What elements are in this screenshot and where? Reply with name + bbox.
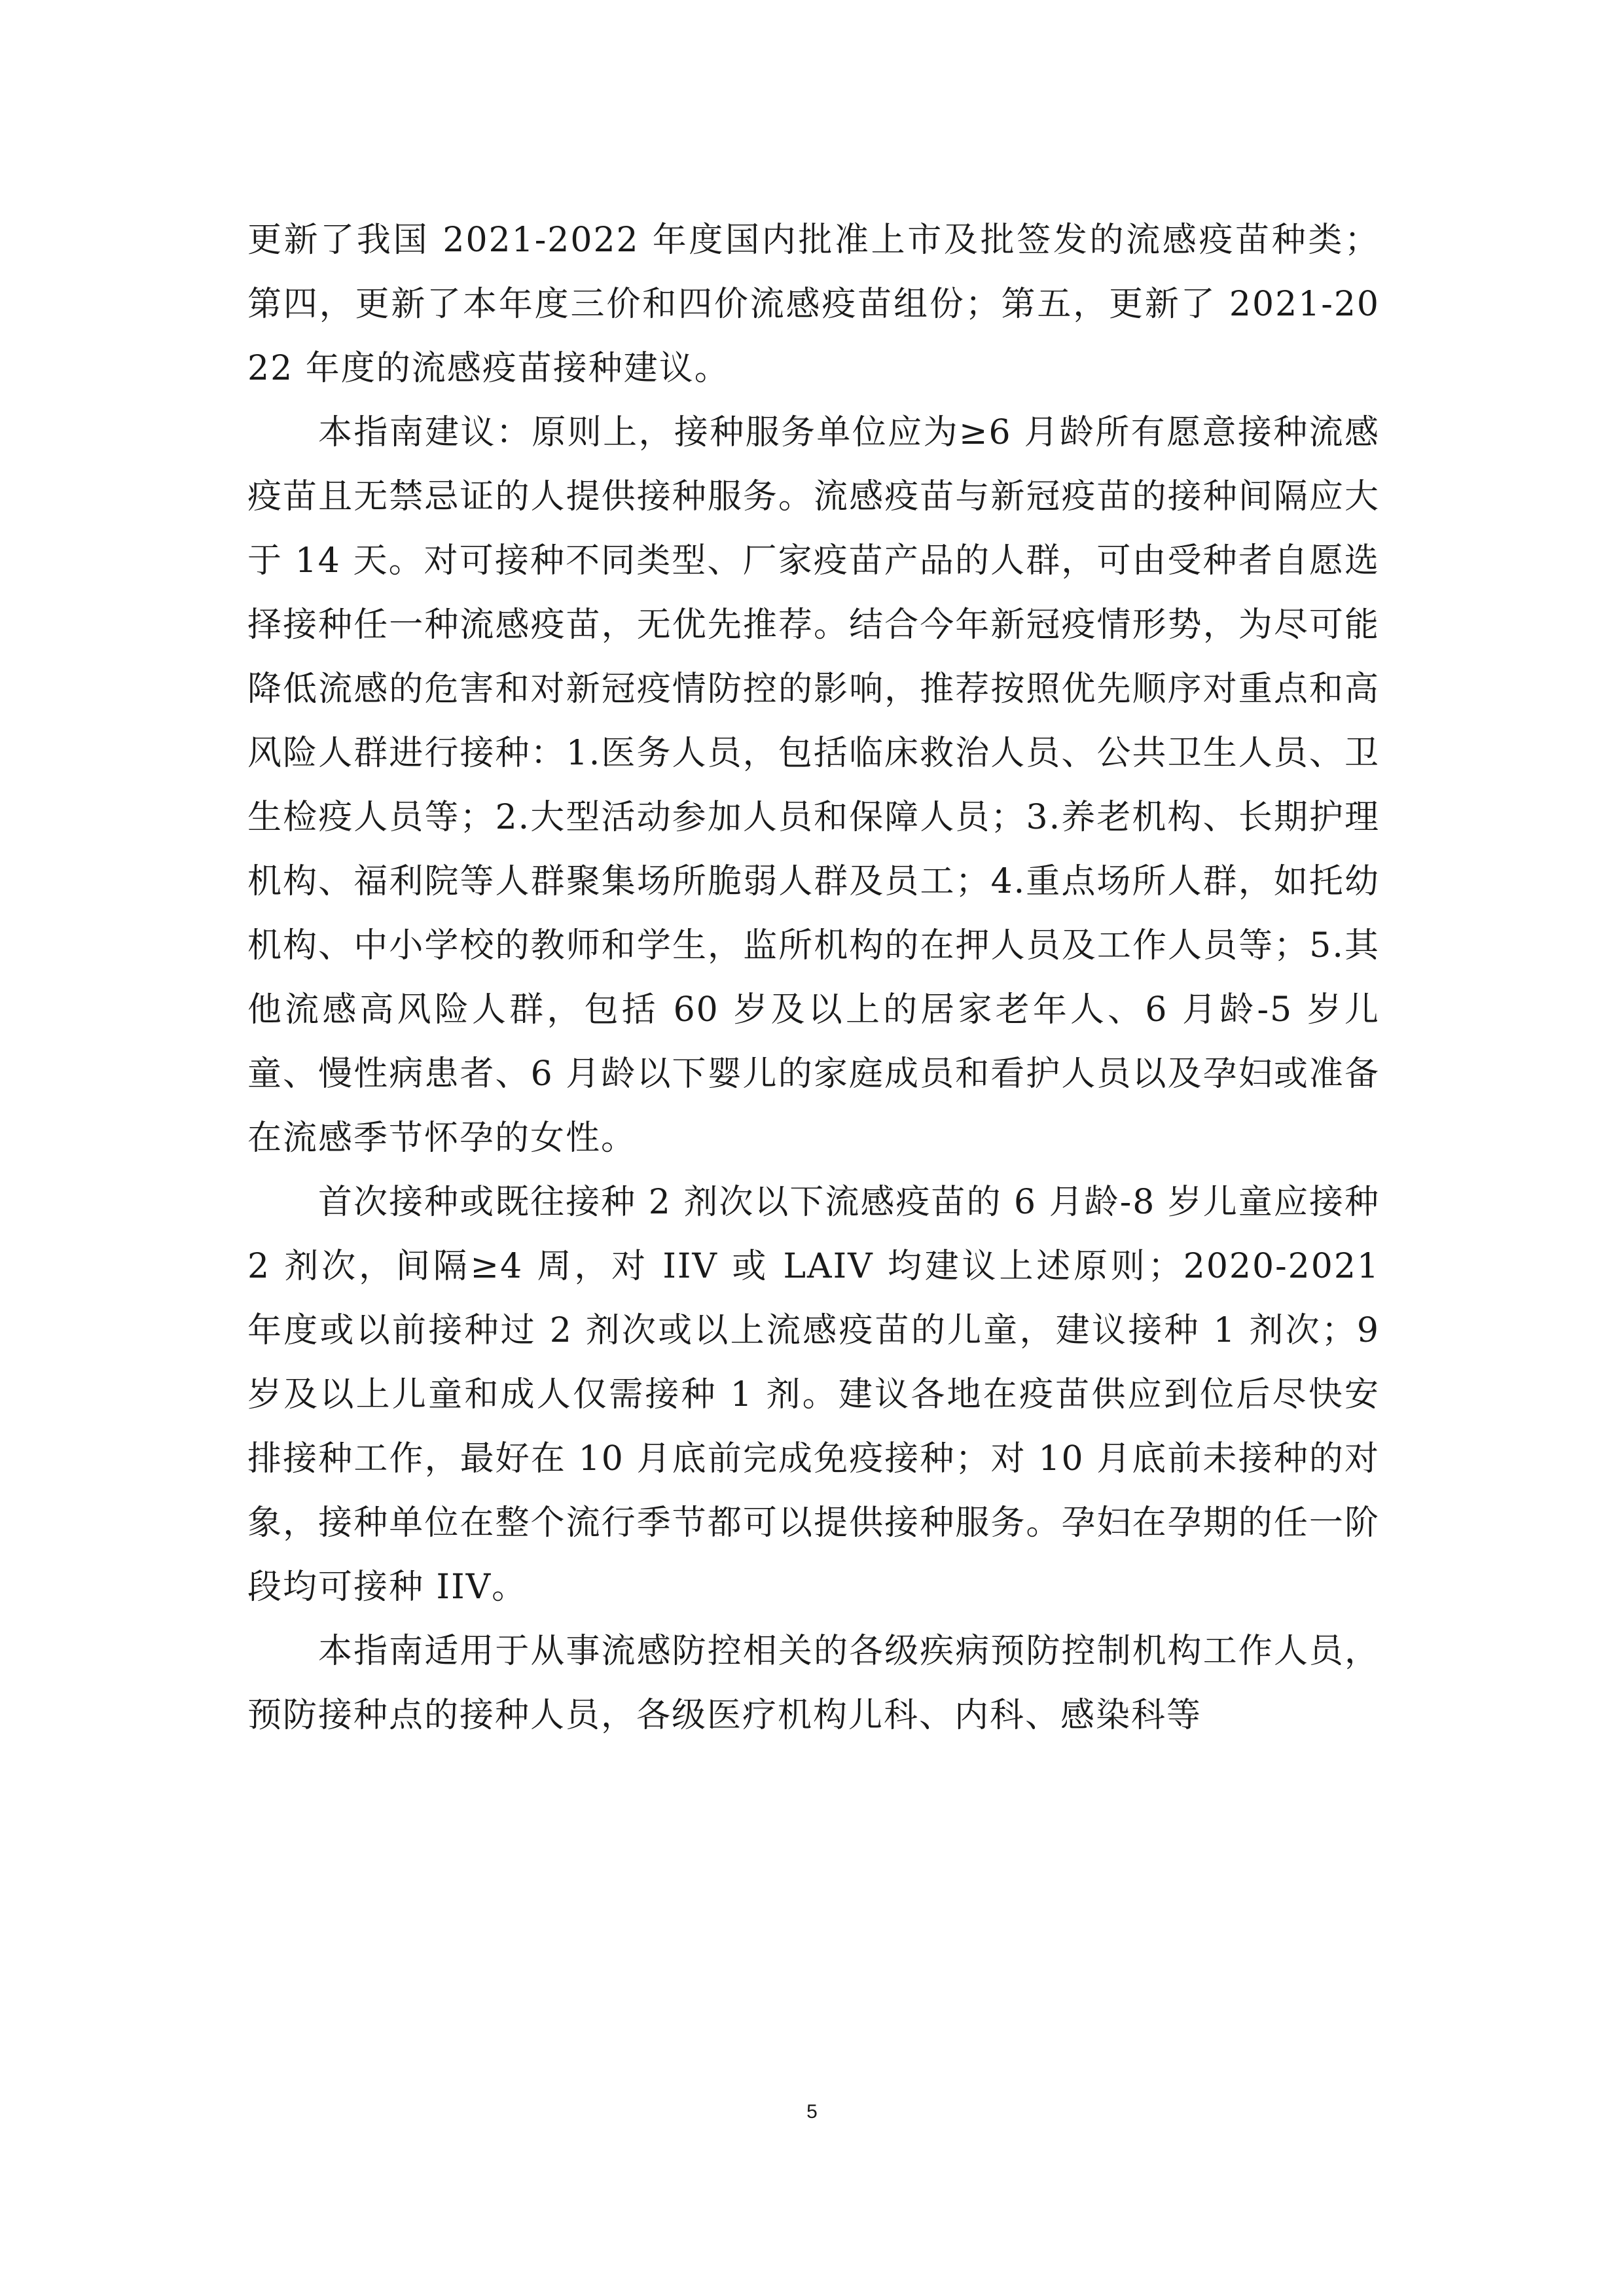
- body-text: [247, 208, 1380, 1748]
- paragraph-2: 本指南建议：原则上，接种服务单位应为≥6 月龄所有愿意接种流感疫苗且无禁忌证的人提供接种服务。流感疫苗与新冠疫苗的接种间隔应大于 14 天。对可接种不同类型、厂家疫苗产品的人群，可由受种者自愿选择接种任一种流感疫苗，无优先推荐。结合今年新冠疫情形势，为尽可能降低流感的危害和对新冠疫情防控的影响，推荐按照优先顺序对重点和高风险人群进行接种：1.医务人员，包括临床救治人员、公共卫生人员、卫生检疫人员等；2.大型活动参加人员和保障人员；3.养老机构、长期护理机构、福利院等人群聚集场所脆弱人群及员工；4.重点场所人群，如托幼机构、中小学校的教师和学生，监所机构的在押人员及工作人员等；5.其他流感高风险人群，包括 60 岁及以上的居家老年人、6 月龄-5 岁儿童、慢性病患者、6 月龄以下婴儿的家庭成员和看护人员以及孕妇或准备在流感季节怀孕的女性。: [247, 413, 1380, 1158]
- paragraph-1: 更新了我国 2021-2022 年度国内批准上市及批签发的流感疫苗种类；第四，更新了本年度三价和四价流感疫苗组份；第五，更新了 2021-2022 年度的流感疫苗接种建议。: [247, 221, 1380, 388]
- page-number: 5: [806, 2101, 818, 2123]
- paragraph-3: 首次接种或既往接种 2 剂次以下流感疫苗的 6 月龄-8 岁儿童应接种 2 剂次，间隔≥4 周，对 IIV 或 LAIV 均建议上述原则；2020-2021 年度或以前接种过 2 剂次或以上流感疫苗的儿童，建议接种 1 剂次；9 岁及以上儿童和成人仅需接种 1 剂。建议各地在疫苗供应到位后尽快安排接种工作，最好在 10 月底前完成免疫接种；对 10 月底前未接种的对象，接种单位在整个流行季节都可以提供接种服务。孕妇在孕期的任一阶段均可接种 IIV。: [247, 1183, 1380, 1607]
- paragraph-4: 本指南适用于从事流感防控相关的各级疾病预防控制机构工作人员，预防接种点的接种人员，各级医疗机构儿科、内科、感染科等: [247, 1632, 1380, 1735]
